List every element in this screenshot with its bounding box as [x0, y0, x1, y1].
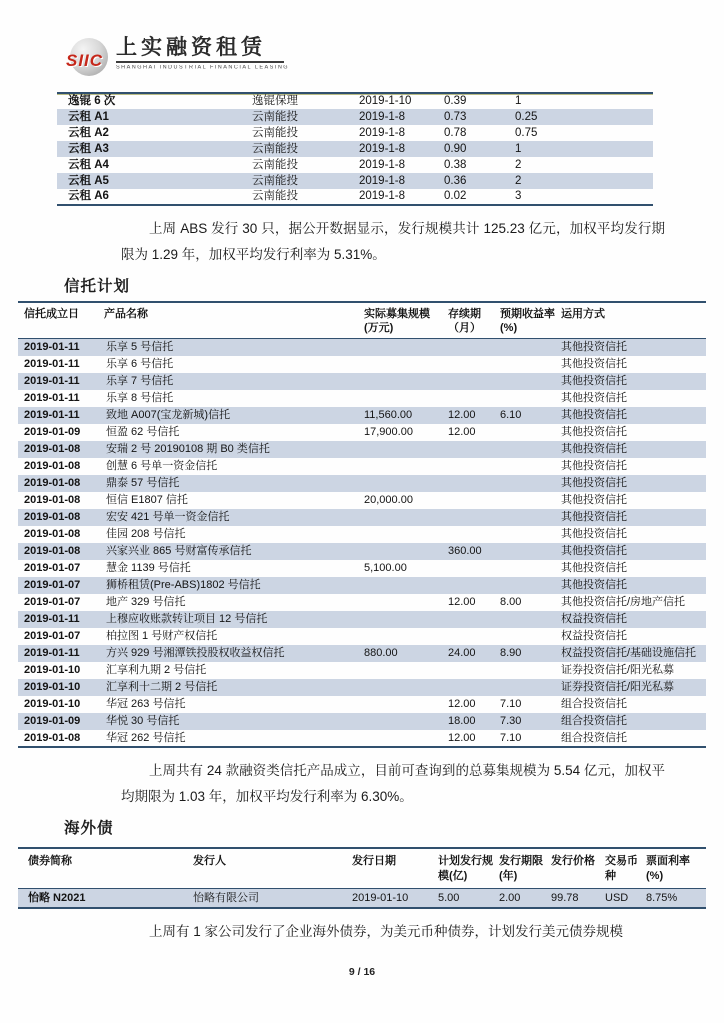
cell	[498, 628, 559, 645]
cell: 2019-01-11	[24, 613, 80, 625]
cell	[446, 509, 498, 526]
trust-section-heading: 信托计划	[64, 278, 131, 295]
column-header: 发行期限(年)	[496, 848, 548, 889]
overseas-bond-table	[18, 847, 706, 909]
cell	[498, 560, 559, 577]
table-row	[18, 662, 706, 679]
cell	[446, 390, 498, 407]
cell: 2019-01-11	[24, 358, 80, 370]
column-header: 计划发行规模(亿)	[435, 848, 496, 889]
cell: 证券投资信托/阳光私募	[561, 681, 675, 693]
table-row	[18, 628, 706, 645]
cell: 1	[515, 142, 522, 155]
cell: 7.30	[500, 715, 522, 727]
cell	[362, 441, 446, 458]
cell	[498, 509, 559, 526]
table-row	[57, 109, 653, 125]
cell	[362, 458, 446, 475]
cell: 0.75	[515, 126, 538, 139]
siic-wordmark: SIIC	[66, 51, 104, 70]
column-header: 债券简称	[18, 848, 190, 889]
cell: 逸锟 6 次	[68, 95, 116, 107]
table-row	[18, 577, 706, 594]
cell	[498, 543, 559, 560]
cell: 其他投资信托	[561, 562, 627, 574]
table-row	[18, 390, 706, 407]
cell	[362, 356, 446, 373]
table-row	[18, 373, 706, 390]
table-row	[18, 611, 706, 628]
table-row	[18, 441, 706, 458]
company-name-english: SHANGHAI INDUSTRIAL FINANCIAL LEASING	[116, 65, 290, 71]
table-row	[18, 594, 706, 611]
cell: 2.00	[499, 891, 521, 904]
cell: 云租 A3	[68, 142, 109, 155]
table-row	[18, 339, 706, 356]
abs-summary-paragraph: 上周 ABS 发行 30 只，据公开数据显示，发行规模共计 125.23 亿元，加权平均发行期限为 1.29 年，加权平均发行利率为 5.31%。	[121, 221, 665, 262]
cell: 其他投资信托	[561, 528, 627, 540]
cell: 2019-01-07	[24, 630, 81, 642]
cell: 创慧 6 号单一资金信托	[106, 460, 218, 472]
cell: 12.00	[448, 698, 476, 710]
cell: 360.00	[448, 545, 482, 557]
page-number: 9 / 16	[348, 966, 376, 978]
column-header: 预期收益率(%)	[498, 302, 559, 339]
cell: 鼎泰 57 号信托	[106, 477, 180, 489]
company-name: 上实融资租赁	[116, 36, 266, 59]
cell: 2019-01-11	[24, 341, 80, 354]
column-header: 发行人	[190, 848, 349, 889]
cell: 其他投资信托	[561, 579, 627, 591]
cell	[362, 713, 446, 730]
cell: 云租 A5	[68, 174, 109, 187]
cell	[498, 339, 559, 356]
cell: 慧金 1139 号信托	[106, 562, 191, 574]
cell: 20,000.00	[364, 494, 413, 506]
cell: 2019-1-8	[359, 158, 406, 171]
cell: 2	[515, 158, 522, 171]
cell: 汇享利十二期 2 号信托	[106, 681, 218, 693]
cell: 其他投资信托	[561, 341, 627, 354]
cell: 汇享利九期 2 号信托	[106, 664, 207, 676]
column-header: 发行价格	[548, 848, 602, 889]
cell: 2019-01-11	[24, 647, 80, 659]
cell: 1	[515, 95, 522, 107]
cell	[446, 441, 498, 458]
cell: 2019-01-09	[24, 426, 81, 438]
cell: 恒盈 62 号信托	[106, 426, 180, 438]
cell: 2019-01-09	[24, 715, 81, 727]
cell: 云租 A4	[68, 158, 109, 171]
cell: 权益投资信托/基础设施信托	[561, 647, 697, 659]
column-header: 存续期（月）	[446, 302, 498, 339]
cell: 0.36	[444, 174, 467, 187]
cell: 8.00	[500, 596, 522, 608]
logo-divider	[116, 61, 284, 63]
cell	[446, 560, 498, 577]
cell: 0.90	[444, 142, 467, 155]
cell	[362, 390, 446, 407]
cell: 2019-1-8	[359, 174, 406, 187]
column-header: 产品名称	[102, 302, 362, 339]
cell: 华悦 30 号信托	[106, 715, 180, 727]
cell: 狮桥租赁(Pre-ABS)1802 号信托	[106, 579, 261, 591]
cell: 12.00	[448, 731, 476, 744]
cell: 2019-1-8	[359, 110, 406, 123]
table-row	[18, 730, 706, 747]
table-row	[18, 560, 706, 577]
cell	[446, 611, 498, 628]
cell: 12.00	[448, 596, 476, 608]
cell: 2019-01-08	[24, 460, 81, 472]
cell: 其他投资信托	[561, 358, 627, 370]
column-header: 发行日期	[349, 848, 435, 889]
cell	[362, 628, 446, 645]
table-row	[57, 125, 653, 141]
cell: 2019-1-8	[359, 126, 406, 139]
cell	[446, 577, 498, 594]
cell	[446, 339, 498, 356]
cell: 证券投资信托/阳光私募	[561, 664, 675, 676]
cell	[362, 543, 446, 560]
cell	[498, 373, 559, 390]
cell: 其他投资信托	[561, 392, 627, 404]
cell: 其他投资信托	[561, 477, 627, 489]
cell: 云租 A1	[68, 110, 109, 123]
trust-plan-table	[18, 301, 706, 748]
company-logo	[66, 36, 724, 82]
cell: 7.10	[500, 731, 522, 744]
cell	[498, 611, 559, 628]
cell: 云南能投	[252, 190, 298, 202]
cell	[498, 424, 559, 441]
cell: 2019-01-08	[24, 443, 81, 455]
cell: 其他投资信托	[561, 409, 627, 421]
cell: 乐享 5 号信托	[106, 341, 174, 354]
cell	[498, 679, 559, 696]
cell	[362, 730, 446, 747]
cell: 乐享 8 号信托	[106, 392, 174, 404]
abs-issuance-table	[57, 92, 653, 206]
cell: 0.38	[444, 158, 467, 171]
logo-text	[116, 36, 304, 71]
cell	[446, 679, 498, 696]
cell: 24.00	[448, 647, 476, 659]
cell: 2019-01-08	[24, 477, 81, 489]
cell: 3	[515, 190, 522, 202]
cell: 2019-01-07	[24, 596, 81, 608]
cell: 怡略 N2021	[28, 891, 86, 904]
cell: 2019-01-08	[24, 494, 81, 506]
column-header: 票面利率(%)	[643, 848, 706, 889]
cell: 2019-01-08	[24, 511, 81, 523]
cell: USD	[605, 891, 629, 904]
cell: 组合投资信托	[561, 715, 627, 727]
cell	[498, 492, 559, 509]
cell	[498, 390, 559, 407]
cell: 7.10	[500, 698, 522, 710]
cell	[362, 373, 446, 390]
cell: 宏安 421 号单一资金信托	[106, 511, 230, 523]
cell: 柏拉图 1 号财产权信托	[106, 630, 218, 642]
header-row	[18, 848, 706, 889]
cell	[362, 577, 446, 594]
cell	[446, 662, 498, 679]
cell: 11,560.00	[364, 409, 413, 421]
table-row	[18, 713, 706, 730]
cell: 2019-01-10	[24, 698, 81, 710]
cell: 其他投资信托	[561, 443, 627, 455]
cell: 0.78	[444, 126, 467, 139]
cell: 怡略有限公司	[193, 891, 259, 904]
cell: 0.39	[444, 95, 467, 107]
cell: 兴家兴业 865 号财富传承信托	[106, 545, 252, 557]
table-row	[18, 526, 706, 543]
column-header: 交易币种	[602, 848, 643, 889]
cell: 18.00	[448, 715, 476, 727]
cell: 组合投资信托	[561, 698, 627, 710]
cell: 其他投资信托/房地产信托	[561, 596, 686, 608]
cell: 乐享 7 号信托	[106, 375, 174, 387]
cell: 佳园 208 号信托	[106, 528, 186, 540]
cell	[498, 577, 559, 594]
cell	[362, 526, 446, 543]
table-row	[18, 475, 706, 492]
cell	[498, 458, 559, 475]
cell	[362, 611, 446, 628]
cell	[498, 662, 559, 679]
cell: 0.25	[515, 110, 538, 123]
cell	[446, 628, 498, 645]
cell: 乐享 6 号信托	[106, 358, 174, 370]
cell: 方兴 929 号湘潭铁投股权收益权信托	[106, 647, 285, 659]
cell: 其他投资信托	[561, 460, 627, 472]
table-row	[18, 492, 706, 509]
table-row	[18, 543, 706, 560]
cell	[446, 373, 498, 390]
table-row	[18, 888, 706, 908]
cell: 权益投资信托	[561, 613, 627, 625]
overseas-bond-section-heading: 海外债	[64, 819, 114, 837]
column-header: 运用方式	[559, 302, 706, 339]
cell	[446, 356, 498, 373]
cell: 2	[515, 174, 522, 187]
cell: 17,900.00	[364, 426, 413, 438]
cell: 2019-1-8	[359, 142, 406, 155]
overseas-summary-paragraph: 上周有 1 家公司发行了企业海外债券，为美元币种债券，计划发行美元债券规模	[149, 923, 624, 939]
table-row	[18, 645, 706, 662]
cell: 云租 A6	[68, 190, 109, 202]
table-row	[18, 424, 706, 441]
cell: 云南能投	[252, 158, 298, 171]
cell: 2019-01-08	[24, 731, 81, 744]
cell	[446, 526, 498, 543]
cell: 0.73	[444, 110, 467, 123]
cell: 2019-1-8	[359, 190, 406, 202]
cell: 逸锟保理	[252, 95, 298, 107]
cell: 2019-01-11	[24, 392, 80, 404]
cell: 安瑞 2 号 20190108 期 B0 类信托	[106, 443, 270, 455]
cell: 6.10	[500, 409, 522, 421]
cell	[446, 492, 498, 509]
cell: 恒信 E1807 信托	[106, 494, 188, 506]
cell	[498, 475, 559, 492]
cell: 华冠 262 号信托	[106, 731, 186, 744]
cell: 99.78	[551, 891, 579, 904]
trust-summary-paragraph: 上周共有 24 款融资类信托产品成立，目前可查询到的总募集规模为 5.54 亿元，加权平均期限为 1.03 年，加权平均发行利率为 6.30%。	[121, 762, 665, 804]
table-row	[57, 141, 653, 157]
cell: 0.02	[444, 190, 467, 202]
cell	[446, 475, 498, 492]
siic-globe-icon	[66, 38, 108, 76]
cell	[362, 662, 446, 679]
cell: 5.00	[438, 891, 460, 904]
cell: 2019-01-08	[24, 545, 81, 557]
cell: 2019-01-10	[352, 891, 409, 904]
cell	[498, 356, 559, 373]
cell: 2019-1-10	[359, 95, 412, 107]
cell: 其他投资信托	[561, 494, 627, 506]
table-row	[18, 696, 706, 713]
cell: 其他投资信托	[561, 426, 627, 438]
table-row	[18, 356, 706, 373]
cell	[362, 594, 446, 611]
table-row	[18, 407, 706, 424]
cell	[362, 339, 446, 356]
table-row	[57, 189, 653, 205]
table-row	[18, 679, 706, 696]
table-row	[57, 93, 653, 109]
cell: 2019-01-11	[24, 409, 80, 421]
cell: 12.00	[448, 409, 476, 421]
cell: 其他投资信托	[561, 511, 627, 523]
cell: 2019-01-10	[24, 664, 81, 676]
cell: 云南能投	[252, 110, 298, 123]
cell: 880.00	[364, 647, 398, 659]
cell: 2019-01-07	[24, 562, 81, 574]
cell	[362, 679, 446, 696]
table-row	[57, 173, 653, 189]
cell: 其他投资信托	[561, 375, 627, 387]
cell: 云租 A2	[68, 126, 109, 139]
cell: 权益投资信托	[561, 630, 627, 642]
cell	[498, 526, 559, 543]
cell: 8.90	[500, 647, 522, 659]
cell	[362, 696, 446, 713]
table-row	[57, 157, 653, 173]
cell: 组合投资信托	[561, 731, 627, 744]
cell	[498, 441, 559, 458]
column-header: 实际募集规模(万元)	[362, 302, 446, 339]
cell: 12.00	[448, 426, 476, 438]
table-row	[18, 509, 706, 526]
cell: 上穆应收账款转让项目 12 号信托	[106, 613, 268, 625]
column-header: 信托成立日	[18, 302, 102, 339]
cell: 云南能投	[252, 126, 298, 139]
cell: 其他投资信托	[561, 545, 627, 557]
cell: 地产 329 号信托	[106, 596, 186, 608]
table-row	[18, 458, 706, 475]
cell: 云南能投	[252, 174, 298, 187]
cell	[362, 509, 446, 526]
cell: 5,100.00	[364, 562, 407, 574]
cell: 致地 A007(宝龙新城)信托	[106, 409, 231, 421]
cell: 华冠 263 号信托	[106, 698, 186, 710]
cell: 2019-01-11	[24, 375, 80, 387]
header-row	[18, 302, 706, 339]
cell: 云南能投	[252, 142, 298, 155]
cell: 8.75%	[646, 891, 678, 904]
cell: 2019-01-07	[24, 579, 81, 591]
cell	[362, 475, 446, 492]
cell: 2019-01-10	[24, 681, 81, 693]
cell	[446, 458, 498, 475]
cell: 2019-01-08	[24, 528, 81, 540]
